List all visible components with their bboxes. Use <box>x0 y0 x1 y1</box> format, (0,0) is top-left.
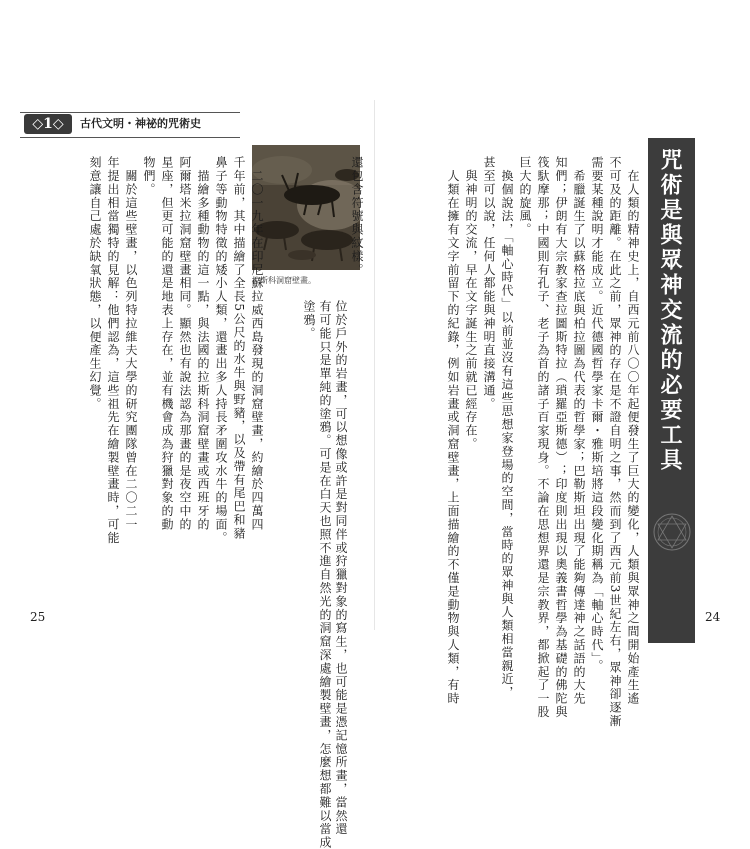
text-column: 鼻子等動物特徵的矮小人類，還畫出多人持長矛圍攻水牛的場面。 <box>214 156 228 545</box>
text-column: 刻意讓自己處於缺氧狀態，以便產生幻覺。 <box>88 156 102 411</box>
text-column: 還包含符號與紋樣。 <box>350 156 364 277</box>
text-column: 換個說法，「軸心時代」以前並沒有這些思想家登場的空間，當時的眾神與人類相當親近， <box>500 156 514 700</box>
cave-painting-photo <box>252 145 360 270</box>
text-column: 不可及的距離。在此之前，眾神的存在是不證自明之事，然而到了西元前3世紀左右，眾神卻逐漸 <box>608 156 622 728</box>
text-column: 有可能只是單純的塗鴉。可是在白天也照不進自然光的洞窟深處繪製壁畫，怎麼想都難以當成 <box>318 300 332 849</box>
text-column: 阿爾塔米拉洞窟壁畫相同。顯然也有說法認為那畫的是夜空中的 <box>178 156 192 532</box>
text-column: 星座，但更可能的還是地表上存在，並有機會成為狩獵對象的動 <box>160 156 174 532</box>
text-column: 希臘誕生了以蘇格拉底與柏拉圖為代表的哲學家；巴勒斯坦出現了能夠傳達神之話語的大先 <box>572 156 586 706</box>
hexagram-emblem-icon <box>651 502 693 562</box>
text-column: 描繪多種動物的這一點，與法國的拉斯科洞窟壁畫或西班牙的 <box>196 156 210 532</box>
text-column: 知們；伊朗有大宗教家查拉圖斯特拉（瑣羅亞斯德）；印度則出現以奧義書哲學為基礎的佛陀與 <box>554 156 568 719</box>
running-header-title: 古代文明・神祕的咒術史 <box>80 117 201 130</box>
text-column: 塗鴉。 <box>302 300 316 341</box>
chapter-number-badge: ◇1◇ <box>24 114 72 134</box>
text-column: 人類在擁有文字前留下的紀錄，例如岩畫或洞窟壁畫，上面描繪的不僅是動物與人類，有時 <box>446 156 460 706</box>
page-number-right: 24 <box>705 610 721 624</box>
chapter-title: 咒術是與眾神交流的必要工具 <box>657 148 683 473</box>
book-spine <box>374 100 375 630</box>
text-column: 在人類的精神史上，自西元前八〇〇年起便發生了巨大的變化，人類與眾神之間開始產生遙 <box>626 156 640 706</box>
image-caption: 拉斯科洞窟壁畫。 <box>252 276 316 285</box>
text-column: 位於戶外的岩畫，可以想像或許是對同伴或狩獵對象的寫生，也可能是憑記憶所畫，當然還 <box>334 300 348 836</box>
text-column: 甚至可以說，任何人都能與神明直接溝通。 <box>482 156 496 411</box>
text-column: 需要某種說明才能成立。近代德國哲學家卡爾・雅斯培將這段變化期稱為「軸心時代」。 <box>590 156 604 673</box>
text-column: 二〇一九年在印尼蘇拉威西島發現的洞窟壁畫，約繪於四萬四 <box>250 156 264 532</box>
text-column: 物們。 <box>142 156 156 197</box>
text-column: 與神明的交流，早在文字誕生之前就已經存在。 <box>464 156 478 451</box>
running-header <box>20 112 240 136</box>
cave-painting-illustration <box>252 145 360 270</box>
text-column: 巨大的旋風。 <box>518 156 532 237</box>
text-column: 年提出相當獨特的見解：他們認為，這些祖先在繪製壁畫時，可能 <box>106 156 120 545</box>
text-column: 筏馱摩那；中國則有孔子、老子為首的諸子百家現身。不論在思想界還是宗教界，都掀起了一股 <box>536 156 550 719</box>
page-number-left: 25 <box>30 610 46 624</box>
text-column: 關於這些壁畫，以色列特拉維夫大學的研究團隊曾在二〇二一 <box>124 156 138 532</box>
text-column: 千年前，其中描繪了全長5公尺的水牛與野豬，以及帶有尾巴和豬 <box>232 156 246 541</box>
